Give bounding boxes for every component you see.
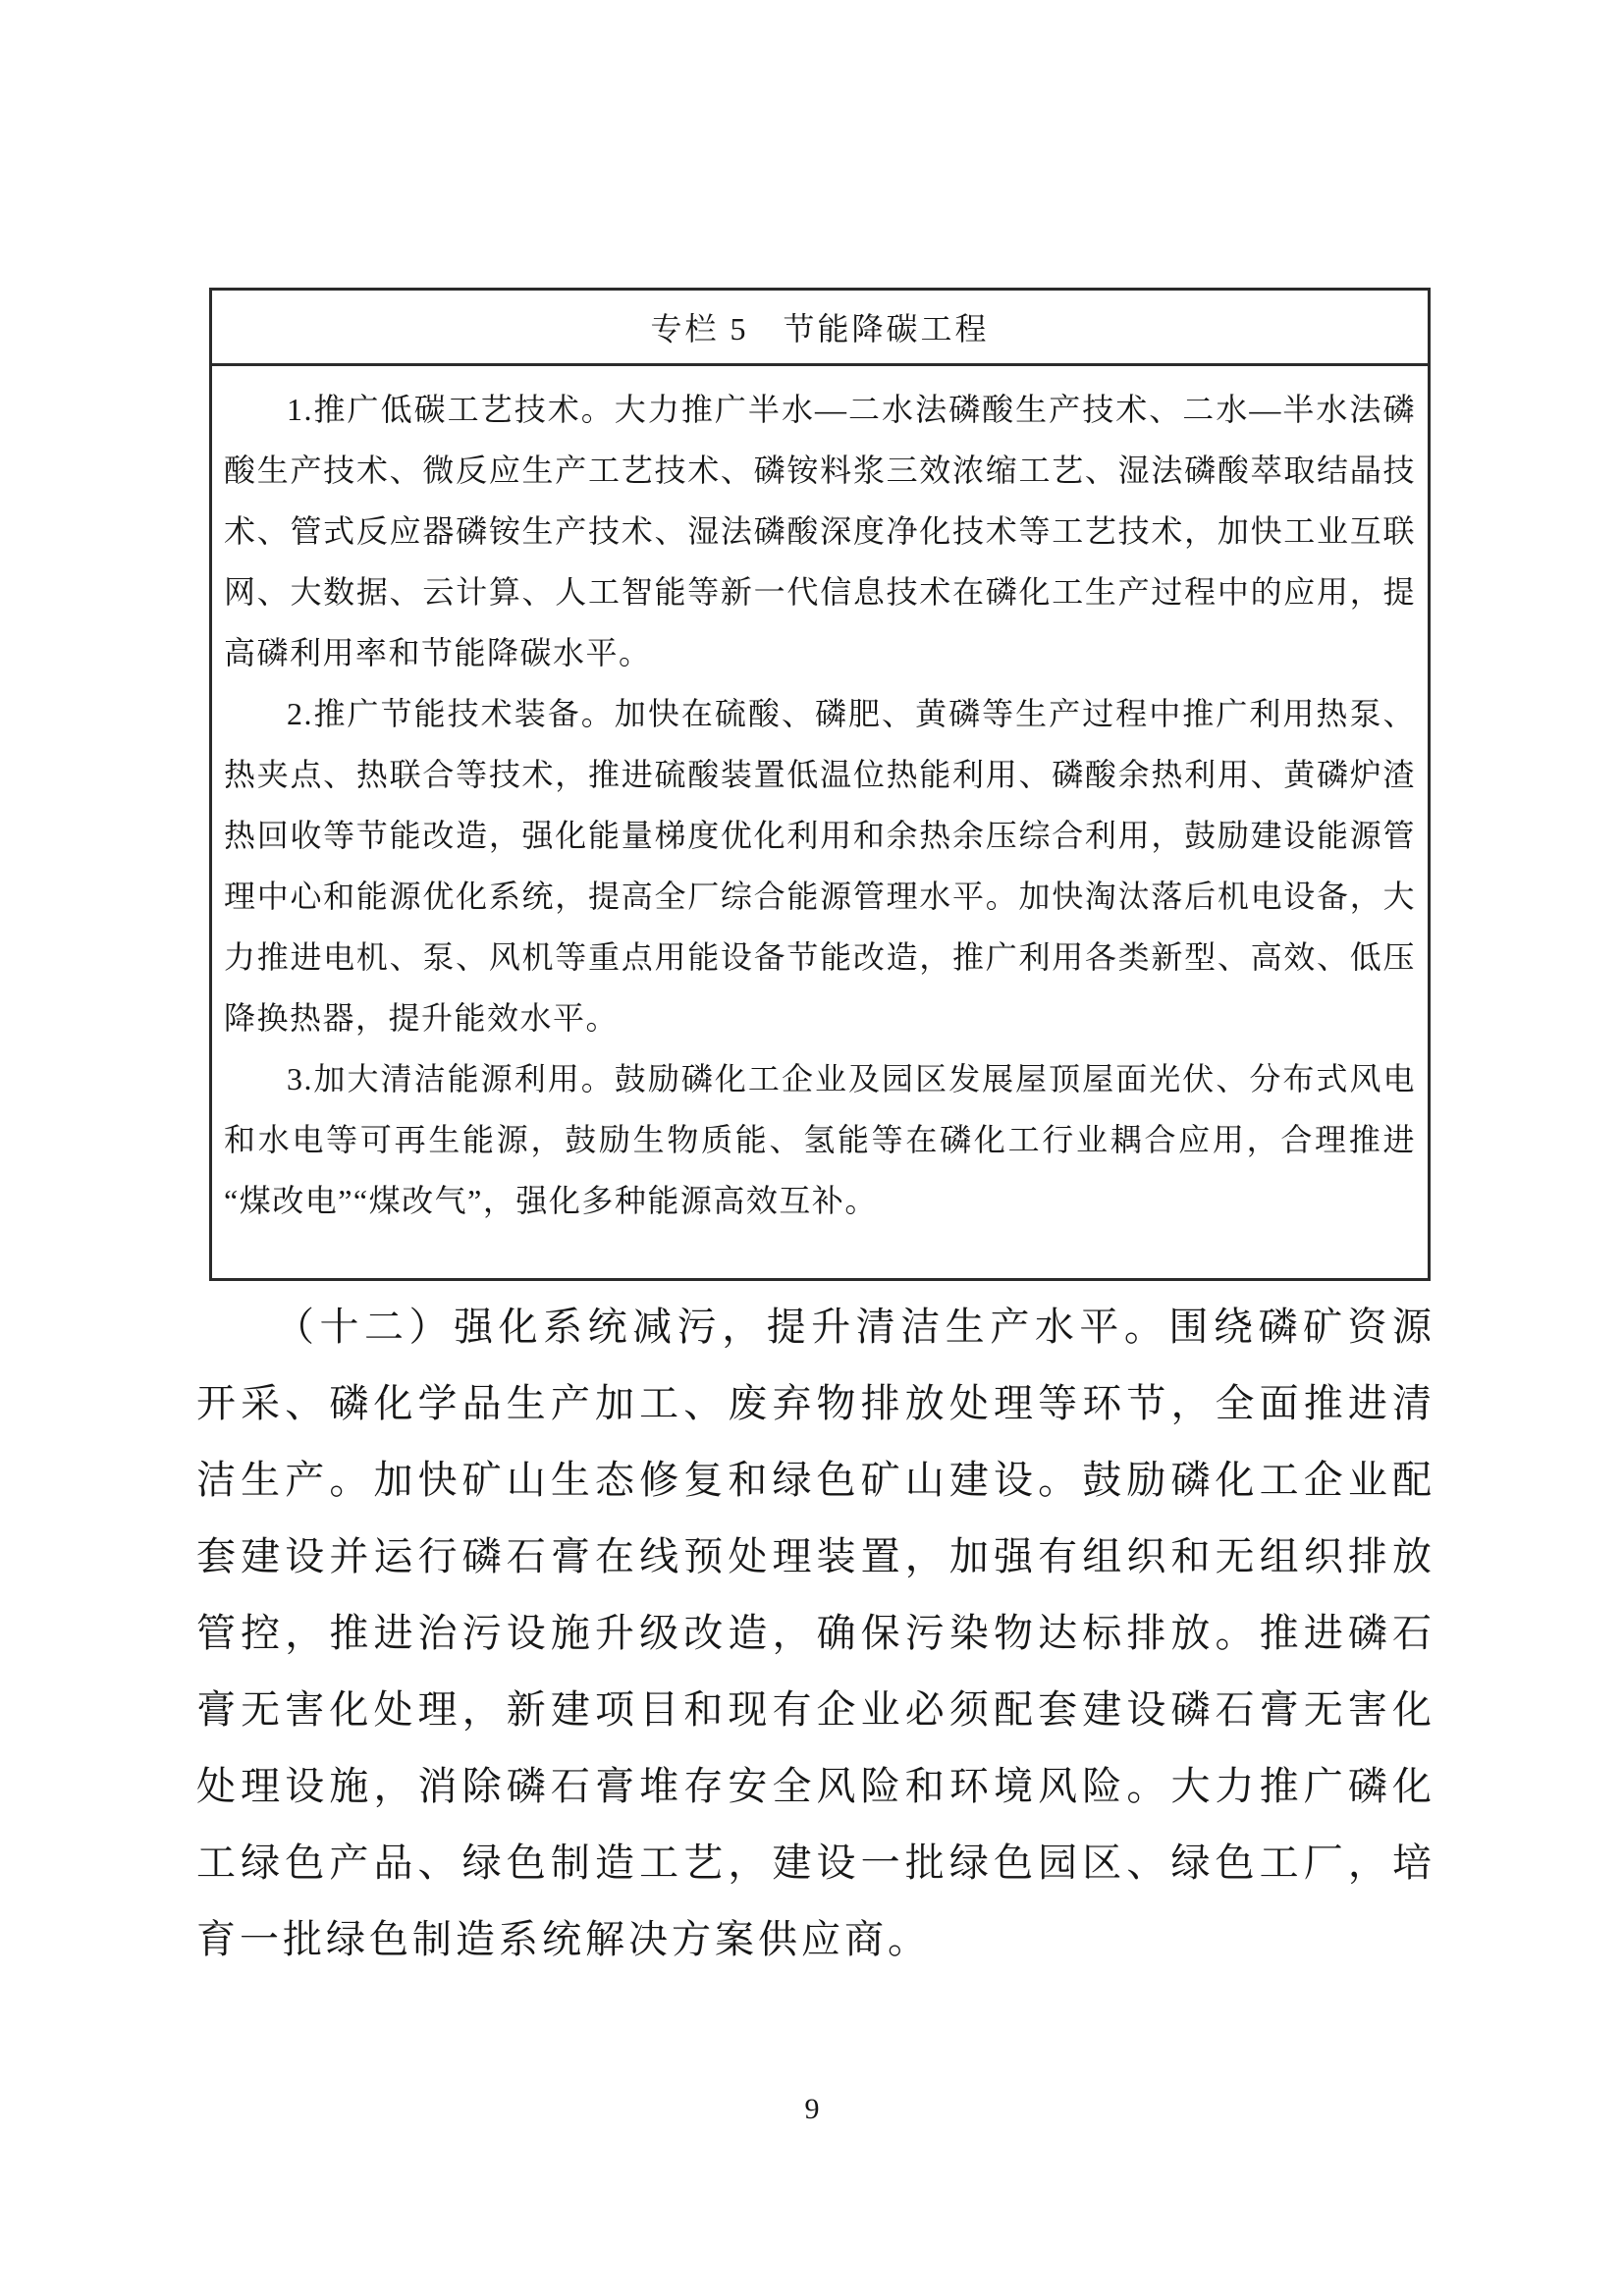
column-box-title: 专栏 5 节能降碳工程 [212,291,1428,366]
column-box [209,288,1431,1281]
box-paragraph-2: 2.推广节能技术装备。加快在硫酸、磷肥、黄磷等生产过程中推广利用热泵、热夹点、热联合等技术，推进硫酸装置低温位热能利用、磷酸余热利用、黄磷炉渣热回收等节能改造，强化能量梯度优化利用和余热余压综合利用，鼓励建设能源管理中心和能源优化系统，提高全厂综合能源管理水平。加快淘汰落后机电设备，大力推进电机、泵、风机等重点用能设备节能改造，推广利用各类新型、高效、低压降换热器，提升能效水平。 [224,696,1416,1036]
box-paragraph-3: 3.加大清洁能源利用。鼓励磷化工企业及园区发展屋顶屋面光伏、分布式风电和水电等可再生能源，鼓励生物质能、氢能等在磷化工行业耦合应用，合理推进“煤改电”“煤改气”，强化多种能源高效互补。 [224,1061,1416,1218]
column-box-body [212,366,1428,1278]
page-number: 9 [804,2093,820,2125]
box-paragraph-1: 1.推广低碳工艺技术。大力推广半水—二水法磷酸生产技术、二水—半水法磷酸生产技术、微反应生产工艺技术、磷铵料浆三效浓缩工艺、湿法磷酸萃取结晶技术、管式反应器磷铵生产技术、湿法磷酸深度净化技术等工艺技术，加快工业互联网、大数据、云计算、人工智能等新一代信息技术在磷化工生产过程中的应用，提高磷利用率和节能降碳水平。 [224,392,1416,670]
section-12-paragraph: （十二）强化系统减污，提升清洁生产水平。围绕磷矿资源开采、磷化学品生产加工、废弃物排放处理等环节，全面推进清洁生产。加快矿山生态修复和绿色矿山建设。鼓励磷化工企业配套建设并运行磷石膏在线预处理装置，加强有组织和无组织排放管控，推进治污设施升级改造，确保污染物达标排放。推进磷石膏无害化处理，新建项目和现有企业必须配套建设磷石膏无害化处理设施，消除磷石膏堆存安全风险和环境风险。大力推广磷化工绿色产品、绿色制造工艺，建设一批绿色园区、绿色工厂，培育一批绿色制造系统解决方案供应商。 [196,1305,1435,1961]
